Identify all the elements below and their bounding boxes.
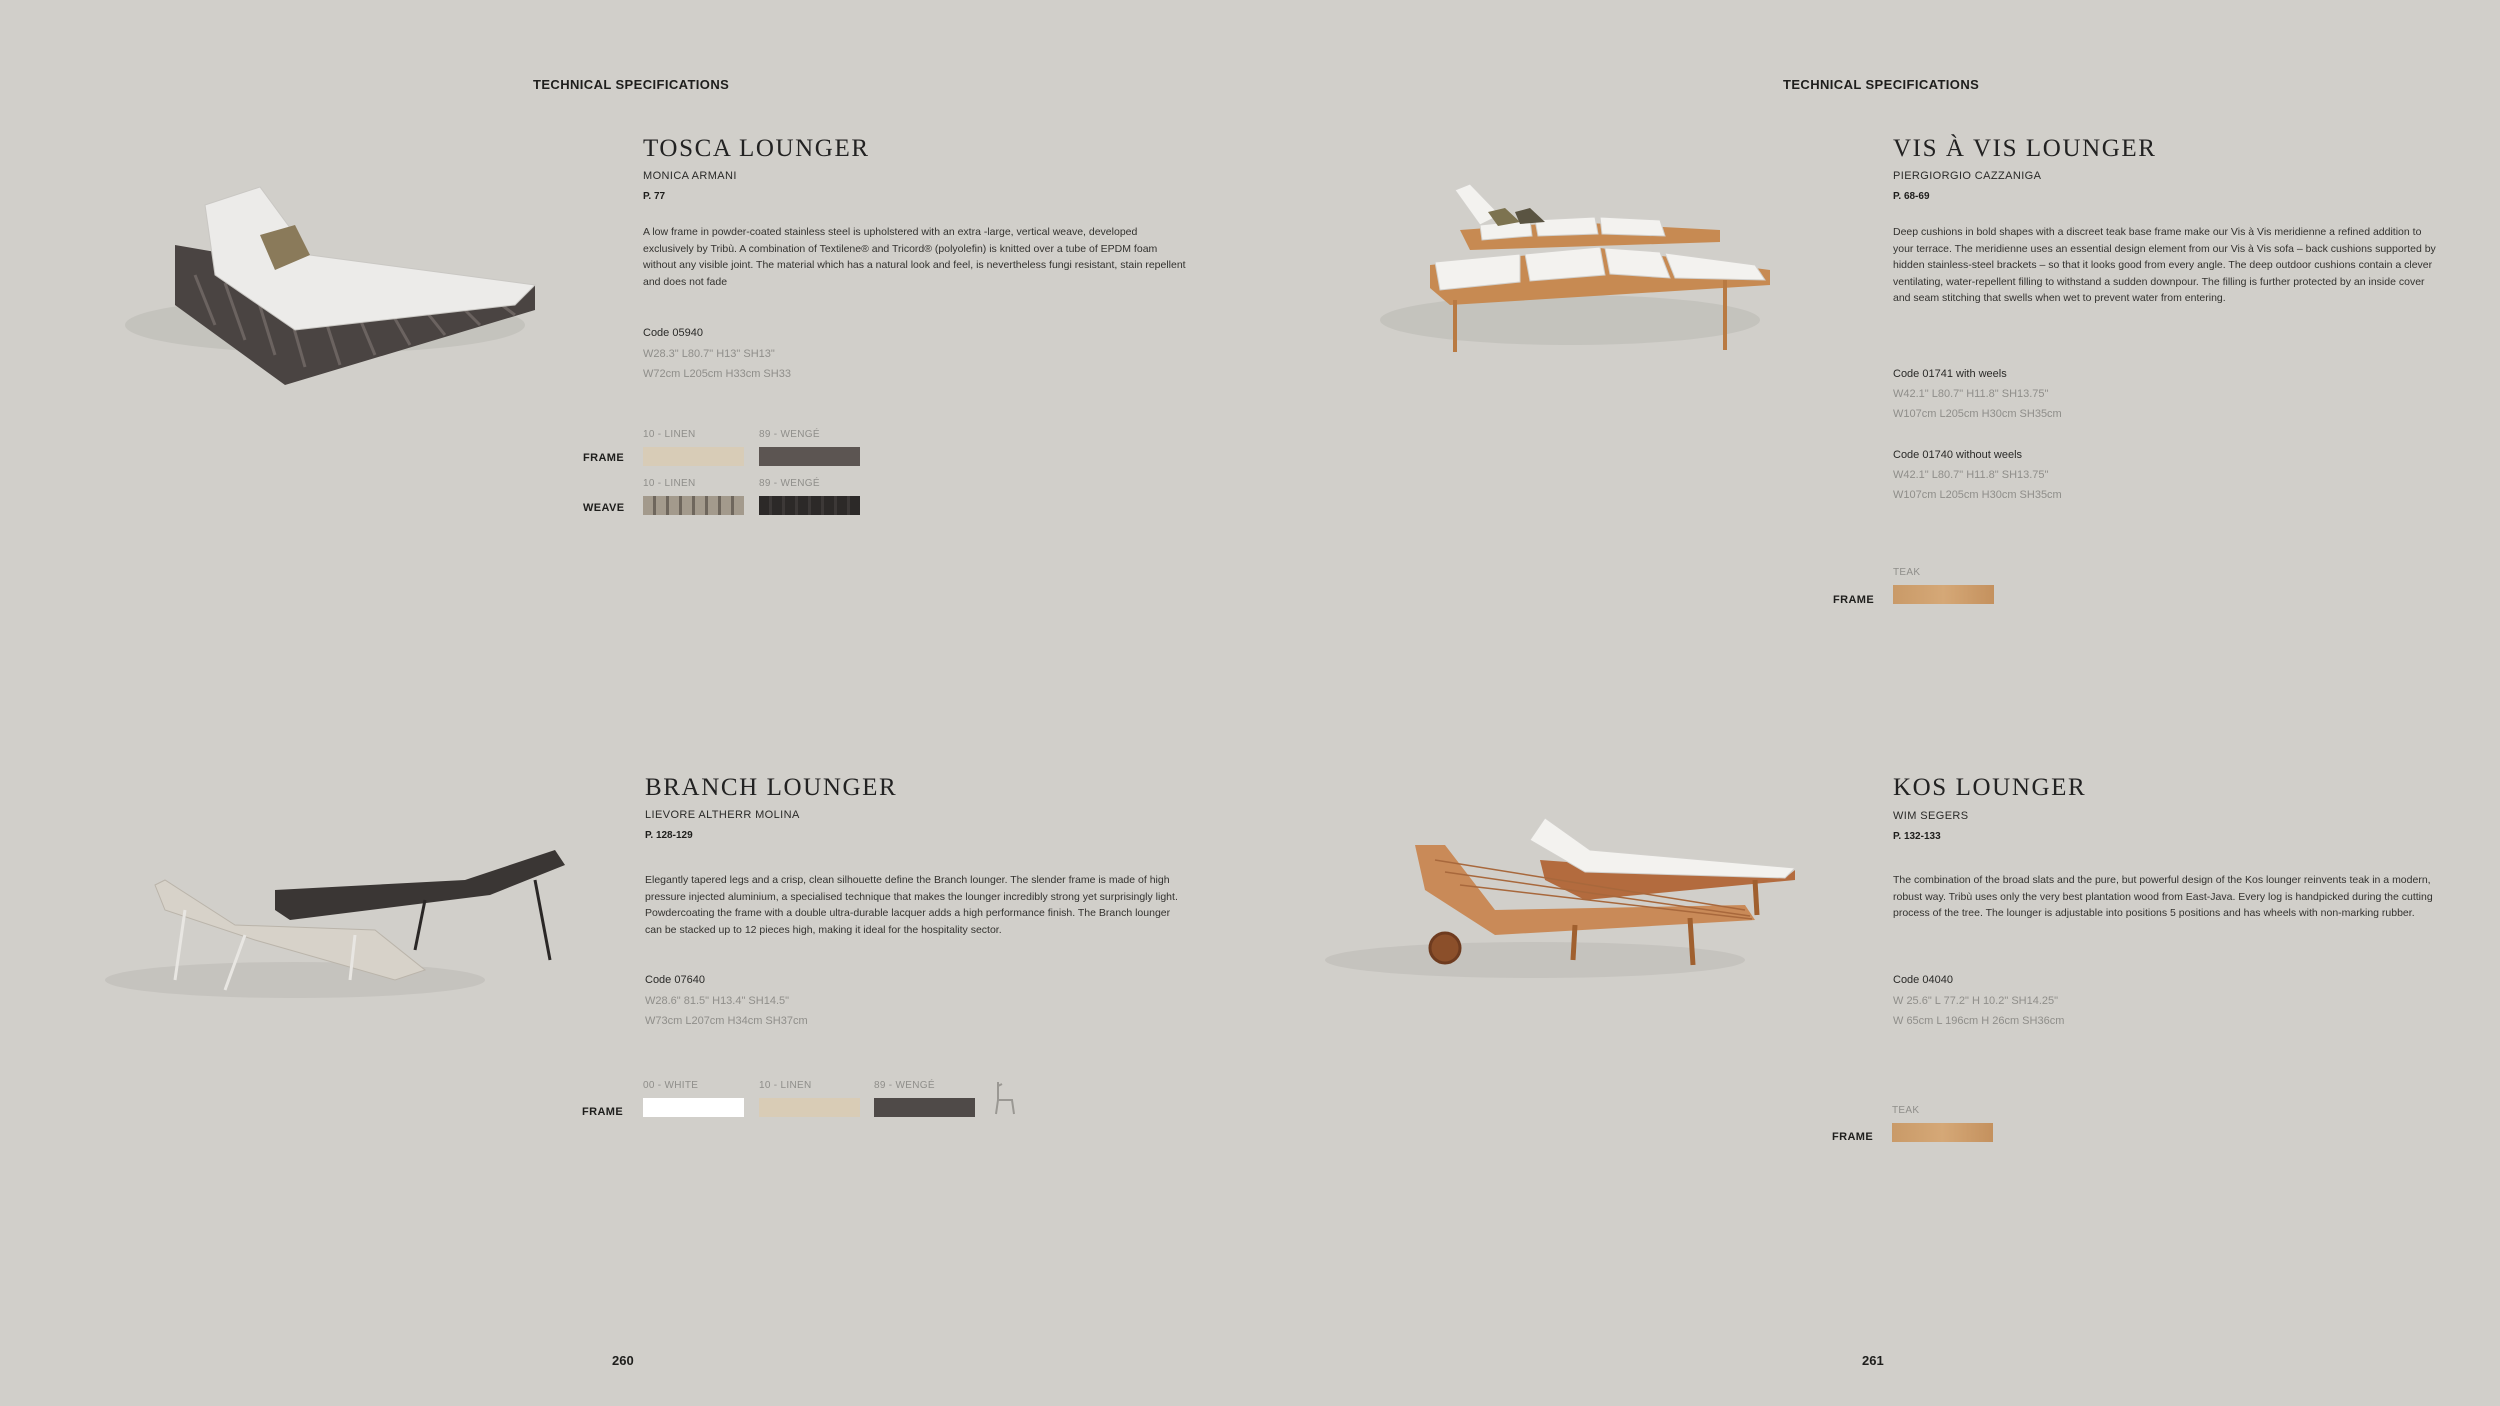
- tosca-weave-swatch-linen[interactable]: [643, 496, 744, 515]
- branch-lounger-image: [95, 830, 575, 1010]
- branch-frame-swatch-label: 00 - WHITE: [643, 1080, 699, 1091]
- tosca-frame-swatch-linen[interactable]: [643, 447, 744, 466]
- tosca-designer: MONICA ARMANI: [643, 170, 737, 182]
- branch-frame-label: FRAME: [582, 1106, 624, 1118]
- tosca-weave-swatch-wenge[interactable]: [759, 496, 860, 515]
- kos-description: The combination of the broad slats and the pure, but powerful design of the Kos lounger reinvents teak in a modern, robust way. Tribù uses only the very best plantation wood from East-Java. Every log is handpicked during the cutting process of the tree. The lounger is adjustable into positions 5 positions and has wheels with non-marking rubber.: [1893, 874, 2433, 919]
- kos-designer: WIM SEGERS: [1893, 810, 1969, 822]
- tosca-dim-metric: W72cm L205cm H33cm SH33: [643, 368, 791, 380]
- section-title-right: TECHNICAL SPECIFICATIONS: [1783, 77, 1980, 92]
- visavis-dim-no-wheels-metric: W107cm L205cm H30cm SH35cm: [1893, 489, 2062, 501]
- branch-description: Elegantly tapered legs and a crisp, clean silhouette define the Branch lounger. The slender frame is made of high pressure injected aluminium, a specialised technique that makes the lounger incredibly strong yet surprisingly light. Powdercoating the frame with a double ultra-durable lacquer adds a high performance finish. The Branch lounger can be stacked up to 12 pieces high, making it ideal for the hospitality sector.: [645, 874, 1178, 936]
- tosca-frame-swatch-wenge[interactable]: [759, 447, 860, 466]
- tosca-frame-swatch-label: 10 - LINEN: [643, 429, 696, 440]
- visavis-pages: P. 68-69: [1893, 191, 1930, 202]
- page-number-right: 261: [1862, 1353, 1884, 1368]
- branch-designer: LIEVORE ALTHERR MOLINA: [645, 809, 800, 821]
- kos-title: KOS LOUNGER: [1893, 774, 2087, 801]
- branch-frame-swatch-wenge[interactable]: [874, 1098, 975, 1117]
- kos-frame-label: FRAME: [1832, 1131, 1874, 1143]
- kos-code: Code 04040: [1893, 974, 1953, 986]
- visavis-title: VIS À VIS LOUNGER: [1893, 135, 2157, 162]
- visavis-code-wheels: Code 01741 with weels: [1893, 368, 2007, 380]
- tosca-title: TOSCA LOUNGER: [643, 135, 870, 162]
- visavis-lounger-image: [1370, 170, 1790, 370]
- kos-dim-metric: W 65cm L 196cm H 26cm SH36cm: [1893, 1015, 2065, 1027]
- branch-frame-swatch-linen[interactable]: [759, 1098, 860, 1117]
- visavis-frame-swatch-label: TEAK: [1893, 567, 1921, 578]
- kos-dim-imperial: W 25.6" L 77.2" H 10.2" SH14.25": [1893, 995, 2059, 1007]
- visavis-code-no-wheels: Code 01740 without weels: [1893, 449, 2023, 461]
- tosca-description: A low frame in powder-coated stainless steel is upholstered with an extra -large, vertical weave, developed exclusively by Tribù. A combination of Textilene® and Tricord® (polyolefin) is knitted over a tube of EPDM foam without any visible joint. The material which has a natural look and feel, is nevertheless fungi resistant, stain repellent and does not fade: [643, 226, 1186, 288]
- tosca-lounger-image: [95, 175, 545, 405]
- tosca-weave-swatch-label: 10 - LINEN: [643, 478, 696, 489]
- branch-frame-swatch-label: 89 - WENGÉ: [874, 1080, 935, 1091]
- branch-pages: P. 128-129: [645, 830, 693, 841]
- kos-frame-swatch-teak[interactable]: [1892, 1123, 1993, 1142]
- chair-outline-icon: [990, 1080, 1020, 1116]
- visavis-frame-swatch-teak[interactable]: [1893, 585, 1994, 604]
- visavis-designer: PIERGIORGIO CAZZANIGA: [1893, 170, 2042, 182]
- visavis-dim-wheels-imperial: W42.1" L80.7" H11.8" SH13.75": [1893, 388, 2049, 400]
- kos-lounger-image: [1315, 800, 1795, 980]
- tosca-pages: P. 77: [643, 191, 666, 202]
- visavis-frame-label: FRAME: [1833, 594, 1875, 606]
- tosca-dim-imperial: W28.3" L80.7" H13" SH13": [643, 348, 775, 360]
- branch-dim-imperial: W28.6" 81.5" H13.4" SH14.5": [645, 995, 790, 1007]
- branch-frame-swatch-label: 10 - LINEN: [759, 1080, 812, 1091]
- kos-frame-swatch-label: TEAK: [1892, 1105, 1920, 1116]
- tosca-weave-swatch-label: 89 - WENGÉ: [759, 478, 820, 489]
- branch-dim-metric: W73cm L207cm H34cm SH37cm: [645, 1015, 808, 1027]
- branch-title: BRANCH LOUNGER: [645, 774, 898, 801]
- tosca-code: Code 05940: [643, 327, 703, 339]
- visavis-dim-wheels-metric: W107cm L205cm H30cm SH35cm: [1893, 408, 2062, 420]
- visavis-dim-no-wheels-imperial: W42.1" L80.7" H11.8" SH13.75": [1893, 469, 2049, 481]
- visavis-description: Deep cushions in bold shapes with a discreet teak base frame make our Vis à Vis meridienne a refined addition to your terrace. The meridienne uses an essential design element from our Vis à Vis sofa – back cushions supported by hidden stainless-steel brackets – so that it looks good from every angle. The deep outdoor cushions contain a clever ventilating, water-repellent filling to withstand a sudden downpour. The filling is further protected by an inside cover and seam stitching that swells when wet to prevent water from entering.: [1893, 226, 2436, 304]
- branch-frame-swatch-white[interactable]: [643, 1098, 744, 1117]
- section-title-left: TECHNICAL SPECIFICATIONS: [533, 77, 730, 92]
- tosca-frame-label: FRAME: [583, 452, 625, 464]
- tosca-weave-label: WEAVE: [583, 502, 625, 514]
- tosca-frame-swatch-label: 89 - WENGÉ: [759, 429, 820, 440]
- page-number-left: 260: [612, 1353, 634, 1368]
- branch-code: Code 07640: [645, 974, 705, 986]
- kos-pages: P. 132-133: [1893, 831, 1941, 842]
